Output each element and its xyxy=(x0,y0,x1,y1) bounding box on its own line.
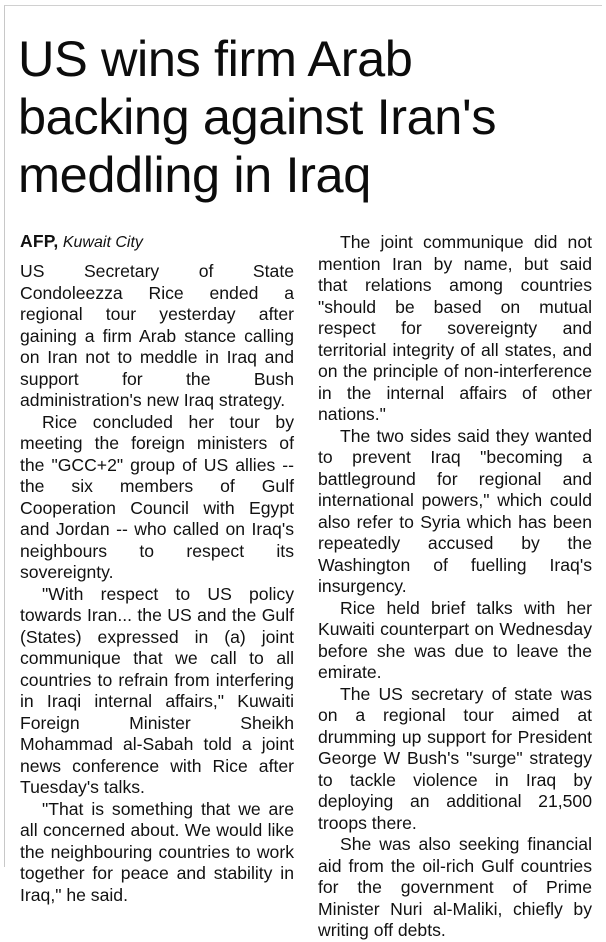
paragraph: The joint communique did not mention Iran by name, but said that relations among countries "should be based on mutual respect for sovereignty and territorial integrity of all states, and on the principle of non-interference in the internal affairs of other nations." xyxy=(318,232,592,424)
paragraph: "That is something that we are all concerned about. We would like the neighbouring countries to work together for peace and stability in Iraq," he said. xyxy=(20,798,294,905)
location: Kuwait City xyxy=(62,234,143,251)
paragraph: She was also seeking financial aid from the oil-rich Gulf countries for the government of Prime Minister Nuri al-Maliki, chiefly by writing off debts. xyxy=(318,834,592,940)
paragraph: Rice held brief talks with her Kuwaiti counterpart on Wednesday before she was due to leave the emirate. xyxy=(318,597,592,682)
right-column xyxy=(318,232,592,942)
paragraph: "With respect to US policy towards Iran... the US and the Gulf (States) expressed in (a) joint communique that we call to all countries to refrain from interfering in Iraqi internal affairs," Kuwaiti Foreign Minister Sheikh Mohammad al-Sabah told a joint news conference with Rice after Tuesday's talks. xyxy=(20,583,294,797)
headline: US wins firm Arab backing against Iran's meddling in Iraq xyxy=(18,30,497,203)
agency: AFP, xyxy=(20,231,59,251)
dateline xyxy=(20,231,294,253)
left-column xyxy=(20,231,294,906)
paragraph: US Secretary of State Condoleezza Rice ended a regional tour yesterday after gaining a firm Arab stance calling on Iran not to meddle in Iraq and support for the Bush administration's new Iraq strategy. xyxy=(20,261,294,410)
paragraph: The US secretary of state was on a regional tour aimed at drumming up support for President George W Bush's "surge" strategy to tackle violence in Iraq by deploying an additional 21,500 troops there. xyxy=(318,683,592,833)
paragraph: Rice concluded her tour by meeting the foreign ministers of the "GCC+2" group of US allies -- the six members of Gulf Cooperation Council with Egypt and Jordan -- who called on Iraq's neighbours to respect its sovereignty. xyxy=(20,411,294,582)
paragraph: The two sides said they wanted to prevent Iraq "becoming a battleground for regional and international powers," which could also refer to Syria which has been repeatedly accused by the Washington of fuelling Iraq's insurgency. xyxy=(318,425,592,596)
